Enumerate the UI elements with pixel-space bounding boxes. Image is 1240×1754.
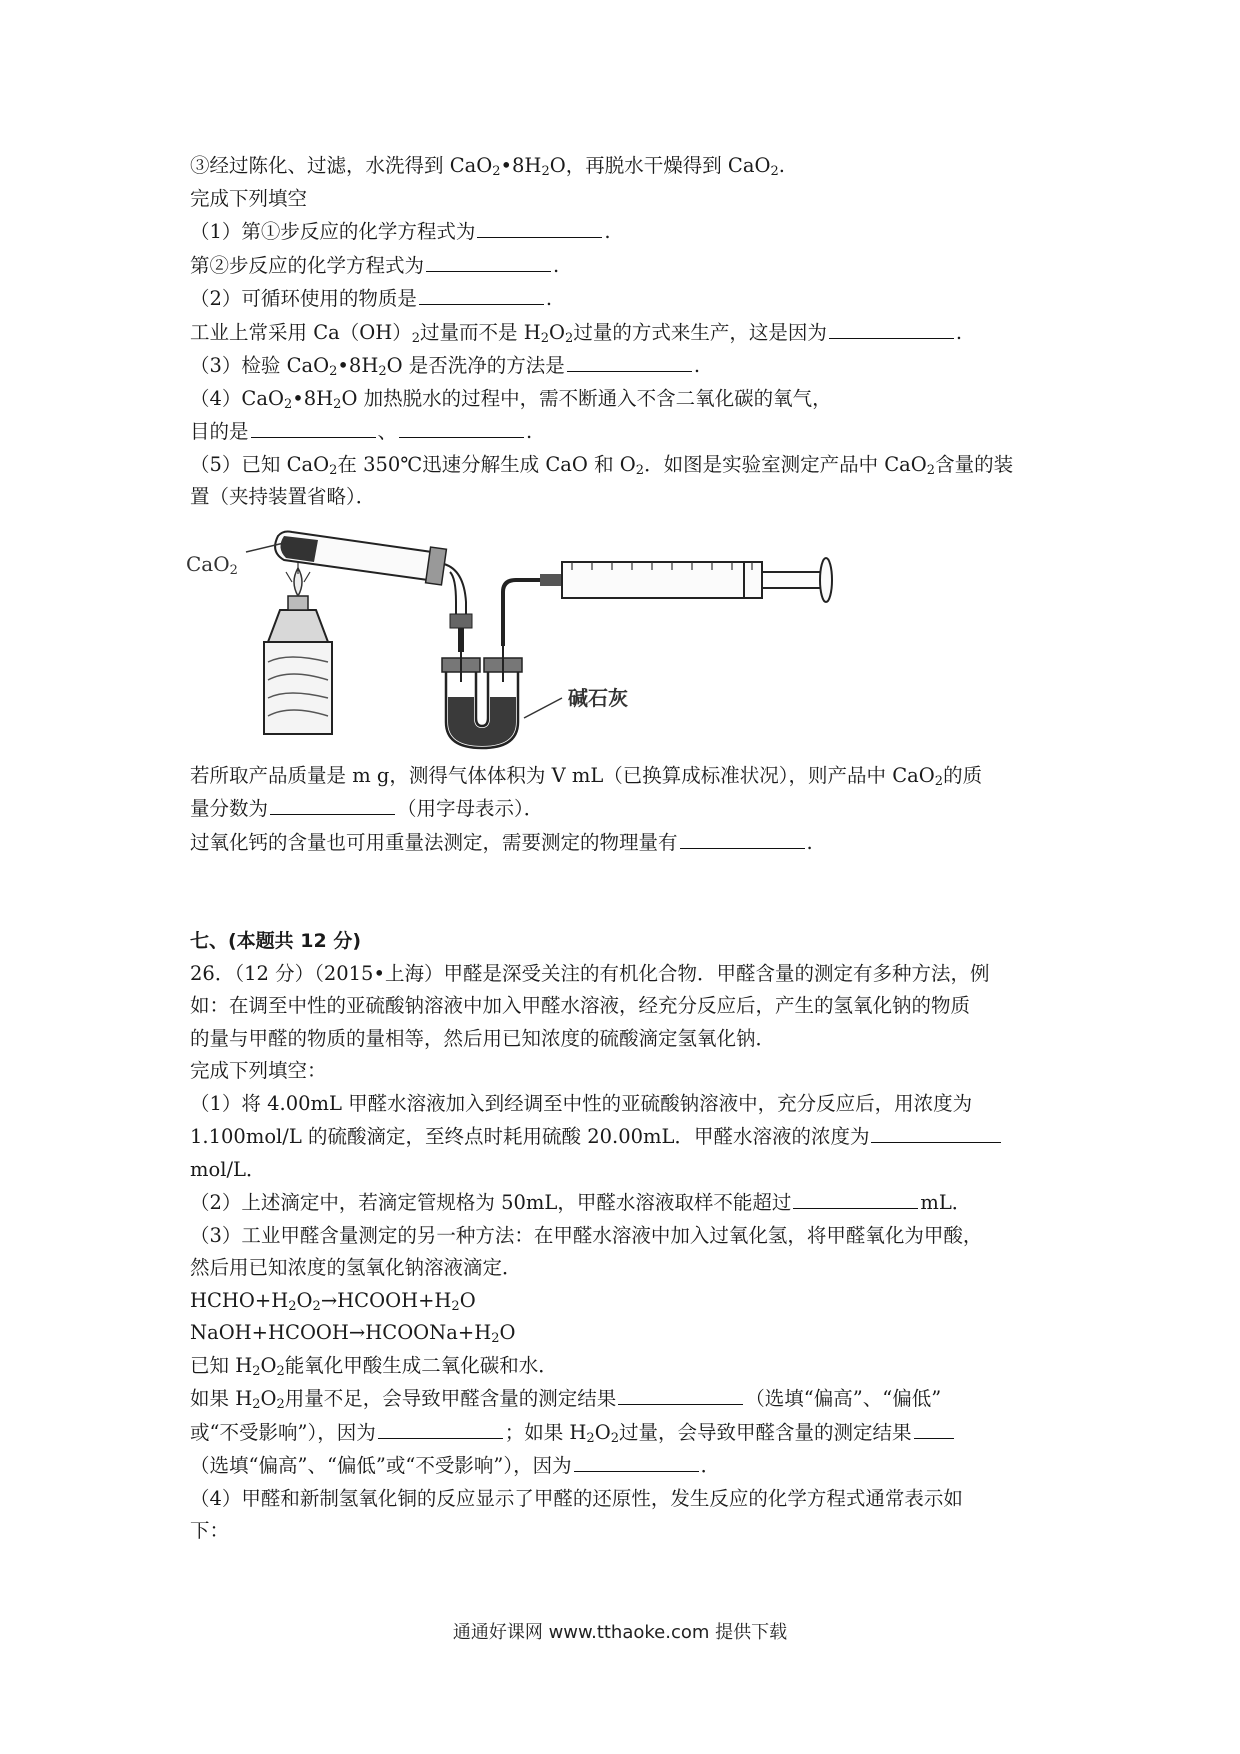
u-tube xyxy=(442,646,522,748)
q26-1a: （1）将 4.00mL 甲醛水溶液加入到经调至中性的亚硫酸钠溶液中，充分反应后，用浓度为 xyxy=(190,1091,973,1115)
q26-1c: mol/L． xyxy=(190,1157,266,1181)
answer-blank[interactable] xyxy=(378,1416,503,1439)
step3-line: ③经过陈化、过滤，水洗得到 $CaO_2•8H_2O$，再脱水干燥得到 CaO$_2$. xyxy=(190,154,785,179)
answer-blank[interactable] xyxy=(793,1186,918,1209)
q5e-line: 过氧化钙的含量也可用重量法测定，需要测定的物理量有 . xyxy=(190,826,1070,860)
q26-3d: 如果 $H_2O_2$用量不足，会导致甲醛含量的测定结果 （选填“偏高”、“偏低” xyxy=(190,1382,1070,1416)
q26-3b: 然后用已知浓度的氢氧化钠溶液滴定． xyxy=(190,1256,522,1279)
cao2-label: CaO$_2$ xyxy=(186,551,238,578)
q5c-line: 若所取产品质量是 m g，测得气体体积为 V mL（已换算成标准状况），则产品中 CaO$_2$的质 xyxy=(190,763,983,789)
q26-4a: （4）甲醛和新制氢氧化铜的反应显示了甲醛的还原性，发生反应的化学方程式通常表示如 xyxy=(190,1486,963,1510)
answer-blank[interactable] xyxy=(399,415,524,438)
syringe xyxy=(562,558,832,602)
q26-3f: （选填“偏高”、“偏低”或“不受影响”），因为 ． xyxy=(190,1449,1070,1483)
answer-blank[interactable] xyxy=(871,1120,1001,1143)
q5-line: （5）已知 CaO$_2$在 350℃迅速分解生成 CaO 和 $O_2$．如图是实验室测定产品中 CaO$_2$含量的装 xyxy=(190,452,1014,478)
answer-blank[interactable] xyxy=(680,826,805,849)
instruction-line: 完成下列填空 xyxy=(190,186,308,210)
q26-3e: 或“不受影响”），因为 ；如果 $H_2O_2$过量，会导致甲醛含量的测定结果 xyxy=(190,1416,1070,1450)
q2b-line: 工业上常采用 $Ca(OH)_2$过量而不是 $H_2O_2$过量的方式来生产，这是因为 . xyxy=(190,316,1070,350)
soda-lime-label: 碱石灰 xyxy=(568,685,628,710)
q26-intro-2: 如：在调至中性的亚硫酸钠溶液中加入甲醛水溶液，经充分反应后，产生的氢氧化钠的物质 xyxy=(190,994,971,1017)
q26-intro-1: 26．（12 分）（2015•上海）甲醛是深受关注的有机化合物．甲醛含量的测定有多种方法，例 xyxy=(190,961,990,985)
soda-lime-pointer xyxy=(524,698,562,718)
q26-3c: 已知 $H_2O_2$能氧化甲酸生成二氧化碳和水． xyxy=(190,1353,558,1379)
page-footer: 通通好课网 www.tthaoke.com 提供下载 xyxy=(452,1622,788,1643)
apparatus-figure xyxy=(184,522,884,754)
answer-blank[interactable] xyxy=(914,1416,954,1439)
equation-2: $NaOH+HCOOH\to HCOONa+H_2O$ xyxy=(190,1321,516,1346)
answer-blank[interactable] xyxy=(567,349,692,372)
answer-blank[interactable] xyxy=(270,792,395,815)
q26-3a: （3）工业甲醛含量测定的另一种方法：在甲醛水溶液中加入过氧化氢，将甲醛氧化为甲酸， xyxy=(190,1223,983,1247)
q4-line: $(4)CaO_2•8H_2O$ 加热脱水的过程中，需不断通入不含二氧化碳的氧气， xyxy=(190,386,832,412)
q26-1b: 1.100mol/L 的硫酸滴定，至终点时耗用硫酸 20.00mL．甲醛水溶液的浓度为 xyxy=(190,1120,1070,1154)
answer-blank[interactable] xyxy=(426,249,551,272)
outlet-tube xyxy=(503,580,556,646)
rubber-joint xyxy=(540,574,562,586)
q5b-line: 置（夹持装置省略）． xyxy=(190,485,376,508)
equation-1: $HCHO+H_2O_2\to HCOOH+H_2O$ xyxy=(190,1288,476,1314)
q26-2: （2）上述滴定中，若滴定管规格为 50mL，甲醛水溶液取样不能超过 mL． xyxy=(190,1186,1070,1220)
q3-line: （3）检验 $CaO_2•8H_2O$ 是否洗净的方法是 . xyxy=(190,349,1070,383)
answer-blank[interactable] xyxy=(829,316,954,339)
answer-blank[interactable] xyxy=(419,282,544,305)
q2-line: （2）可循环使用的物质是 . xyxy=(190,282,1070,316)
answer-blank[interactable] xyxy=(251,415,376,438)
answer-blank[interactable] xyxy=(574,1449,699,1472)
q5d-line: 量分数为 （用字母表示）． xyxy=(190,792,1070,826)
answer-blank[interactable] xyxy=(618,1382,743,1405)
q1-line: （1）第①步反应的化学方程式为 . xyxy=(190,215,1070,249)
section-heading: 七、(本题共 12 分) xyxy=(190,930,362,952)
q26-instruction: 完成下列填空： xyxy=(190,1059,327,1082)
q26-intro-3: 的量与甲醛的物质的量相等，然后用已知浓度的硫酸滴定氢氧化钠． xyxy=(190,1026,776,1050)
q26-4b: 下： xyxy=(190,1519,230,1542)
answer-blank[interactable] xyxy=(477,215,602,238)
q4b-line: 目的是 、 . xyxy=(190,415,1070,449)
worksheet-body xyxy=(186,150,1070,1548)
apparatus-diagram xyxy=(184,522,884,754)
q1b-line: 第②步反应的化学方程式为 . xyxy=(190,249,1070,283)
wooden-block xyxy=(264,642,332,734)
alcohol-lamp xyxy=(268,560,328,642)
